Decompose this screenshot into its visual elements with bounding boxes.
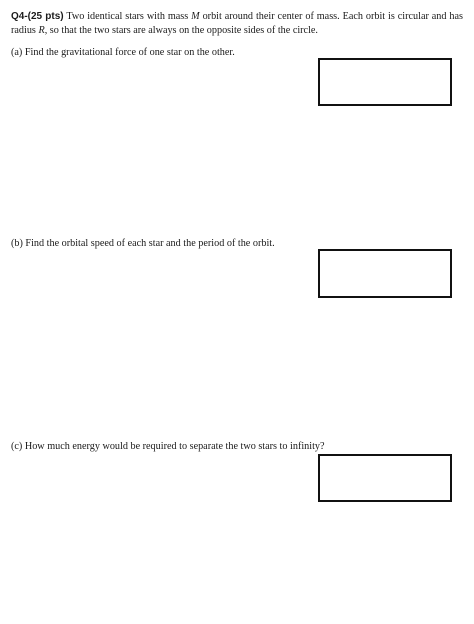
part-c-answer-box[interactable]	[318, 454, 452, 502]
part-a-answer-box[interactable]	[318, 58, 452, 106]
question-text-2: orbit around their center of mass. Each orbit is circular and has radius	[11, 11, 463, 36]
part-b-prompt: (b) Find the orbital speed of each star and the period of the orbit.	[11, 238, 275, 249]
part-b-answer-box[interactable]	[318, 249, 452, 298]
radius-variable: R	[38, 25, 45, 36]
question-statement	[11, 10, 463, 38]
part-c-prompt: (c) How much energy would be required to separate the two stars to infinity?	[11, 441, 325, 452]
question-text-1: Two identical stars with mass	[63, 11, 192, 22]
question-label: Q4-(25 pts)	[11, 11, 64, 22]
question-text-3: , so that the two stars are always on the opposite sides of the circle.	[44, 25, 318, 36]
part-a-prompt: (a) Find the gravitational force of one star on the other.	[11, 47, 235, 58]
mass-variable: M	[191, 11, 200, 22]
